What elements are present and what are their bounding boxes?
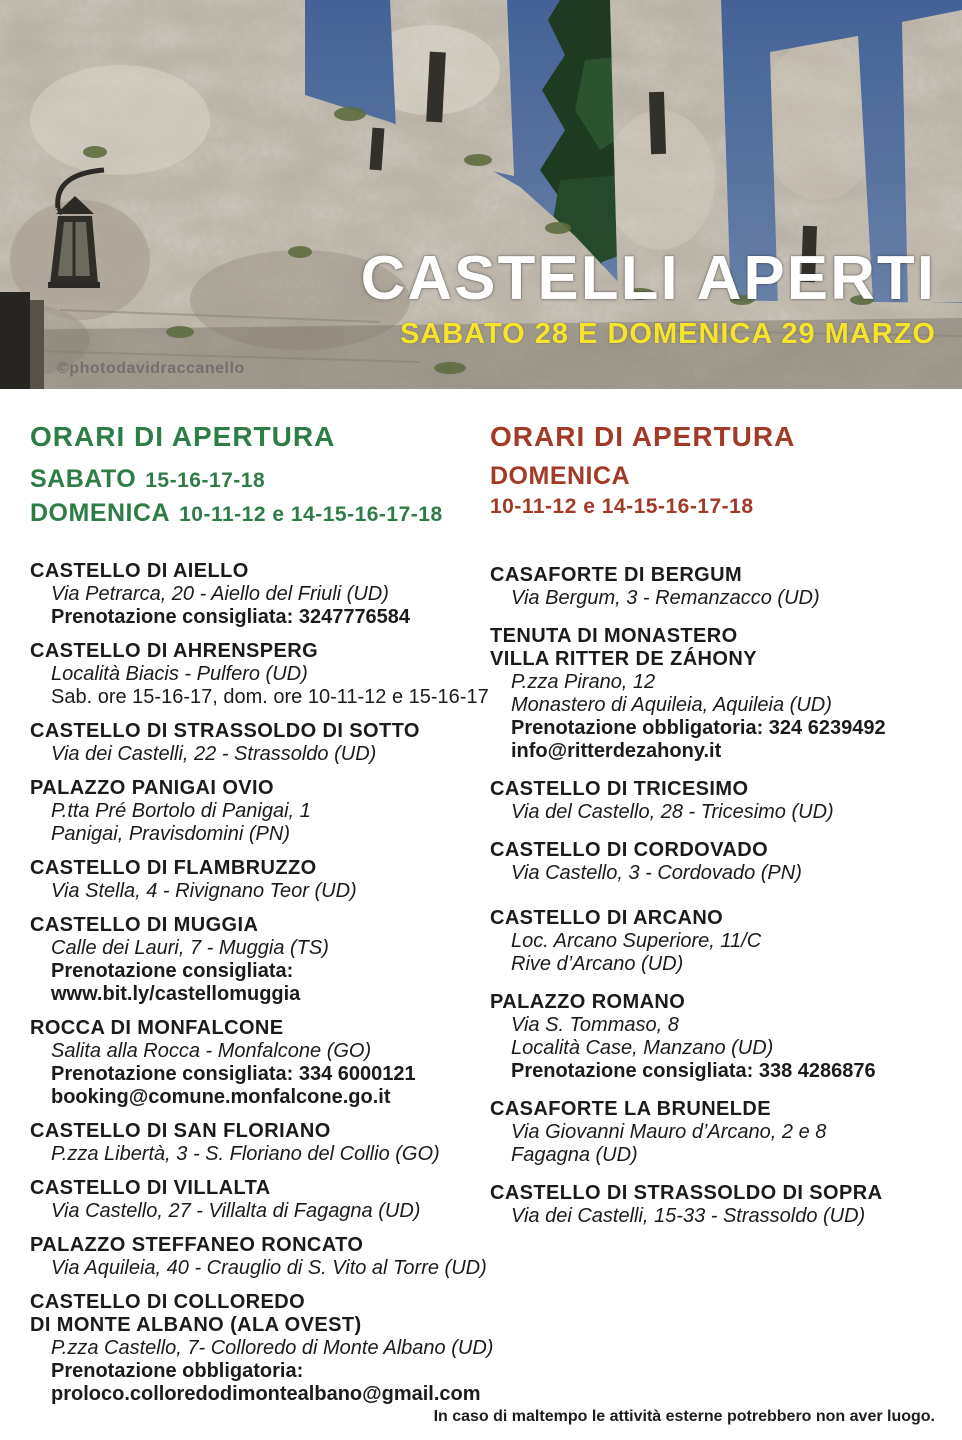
photo-credit: ©photodavidraccanello (57, 360, 245, 377)
castle-detail-line: Prenotazione obbligatoria: 324 6239492 (511, 717, 886, 739)
castle-entry (30, 857, 475, 903)
schedule-row-saturday (30, 464, 475, 498)
castle-name: CASTELLO DI COLLOREDO (30, 1291, 306, 1313)
castle-photo (0, 0, 962, 389)
castle-detail-line: Via Aquileia, 40 - Crauglio di S. Vito al Torre (UD) (51, 1257, 487, 1279)
castle-entry (30, 1177, 475, 1223)
castle-name: ROCCA DI MONFALCONE (30, 1017, 284, 1039)
castle-detail-line: Località Biacis - Pulfero (UD) (51, 663, 308, 685)
castle-entry (490, 1182, 940, 1228)
doorway (0, 292, 30, 389)
castle-name: CASAFORTE LA BRUNELDE (490, 1098, 771, 1120)
castle-entry (30, 914, 475, 1006)
castle-entry (30, 1234, 487, 1280)
poster-title: CASTELLI APERTI (360, 244, 936, 313)
castle-detail-line: P.zza Libertà, 3 - S. Floriano del Collio (GO) (51, 1143, 440, 1165)
castle-entry (490, 907, 940, 976)
schedule-left (30, 464, 475, 532)
castle-entry (30, 720, 475, 766)
castle-detail-line: Prenotazione consigliata: 3247776584 (51, 606, 411, 628)
castle-entry (30, 560, 475, 629)
castle-entry (30, 640, 489, 709)
castle-name: CASTELLO DI AIELLO (30, 560, 249, 582)
opening-hours-heading-right: ORARI DI APERTURA (490, 421, 796, 452)
castle-name: CASTELLO DI MUGGIA (30, 914, 259, 936)
castle-detail-line: info@ritterdezahony.it (511, 740, 722, 762)
castle-name: CASTELLO DI STRASSOLDO DI SOPRA (490, 1182, 883, 1204)
saturday-sunday-column (30, 421, 494, 1417)
castle-name: VILLA RITTER DE ZÁHONY (490, 648, 757, 670)
castle-name: CASAFORTE DI BERGUM (490, 564, 743, 586)
castle-name: PALAZZO PANIGAI OVIO (30, 777, 274, 799)
schedule-day: DOMENICA (490, 462, 631, 490)
castle-name: CASTELLO DI VILLALTA (30, 1177, 271, 1199)
castle-entry (30, 1120, 475, 1166)
bad-weather-note: In caso di maltempo le attività esterne potrebbero non aver luogo. (433, 1408, 935, 1425)
castle-detail-line: Via dei Castelli, 22 - Strassoldo (UD) (51, 743, 377, 765)
castle-detail-line: P.zza Pirano, 12 (511, 671, 656, 693)
schedule-day: DOMENICA (30, 499, 171, 527)
castle-detail-line: Prenotazione consigliata: (51, 960, 294, 982)
castle-entry (30, 1291, 494, 1406)
castle-name: TENUTA DI MONASTERO (490, 625, 738, 647)
castle-detail-line: Rive d’Arcano (UD) (511, 953, 684, 975)
castle-detail-line: proloco.colloredodimontealbano@gmail.com (51, 1383, 481, 1405)
schedule-hours: 15-16-17-18 (145, 469, 266, 492)
castle-detail-line: www.bit.ly/castellomuggia (51, 983, 301, 1005)
castle-name: CASTELLO DI AHRENSPERG (30, 640, 319, 662)
castle-name: CASTELLO DI TRICESIMO (490, 778, 749, 800)
castle-name: PALAZZO ROMANO (490, 991, 686, 1013)
castle-entry (490, 564, 940, 610)
castle-detail-line: Sab. ore 15-16-17, dom. ore 10-11-12 e 15-16-17 (51, 686, 489, 708)
castle-name: CASTELLO DI STRASSOLDO DI SOTTO (30, 720, 420, 742)
castle-entry (490, 778, 940, 824)
schedule-hours: 10-11-12 e 14-15-16-17-18 (179, 503, 443, 526)
castle-detail-line: P.zza Castello, 7- Colloredo di Monte Albano (UD) (51, 1337, 494, 1359)
castle-detail-line: Salita alla Rocca - Monfalcone (GO) (51, 1040, 372, 1062)
castle-detail-line: Loc. Arcano Superiore, 11/C (511, 930, 762, 952)
castle-detail-line: Prenotazione obbligatoria: (51, 1360, 304, 1382)
schedule-hours: 10-11-12 e 14-15-16-17-18 (490, 495, 754, 518)
castle-entry (30, 777, 475, 846)
castle-entry (490, 625, 940, 763)
castle-detail-line: Via Castello, 3 - Cordovado (PN) (511, 862, 802, 884)
castle-detail-line: Via Bergum, 3 - Remanzacco (UD) (511, 587, 820, 609)
castle-detail-line: Prenotazione consigliata: 334 6000121 (51, 1063, 416, 1085)
castle-name: CASTELLO DI CORDOVADO (490, 839, 769, 861)
castle-name: DI MONTE ALBANO (ALA OVEST) (30, 1314, 362, 1336)
castle-detail-line: Fagagna (UD) (511, 1144, 638, 1166)
schedule-row-sunday (30, 498, 475, 532)
castle-entry (490, 991, 940, 1083)
schedule-right (490, 462, 940, 522)
castle-detail-line: Località Case, Manzano (UD) (511, 1037, 774, 1059)
castle-detail-line: Via Stella, 4 - Rivignano Teor (UD) (51, 880, 357, 902)
castle-detail-line: Via S. Tommaso, 8 (511, 1014, 679, 1036)
castle-detail-line: Via dei Castelli, 15-33 - Strassoldo (UD) (511, 1205, 866, 1227)
castle-detail-line: Panigai, Pravisdomini (PN) (51, 823, 290, 845)
castle-detail-line: Monastero di Aquileia, Aquileia (UD) (511, 694, 832, 716)
castle-name: CASTELLO DI SAN FLORIANO (30, 1120, 331, 1142)
sunday-column (490, 422, 940, 1243)
schedule-row-hours (490, 494, 940, 522)
venue-list-right (490, 564, 940, 1228)
schedule-row-day (490, 462, 940, 494)
venue-list-left (30, 560, 494, 1406)
castle-name: CASTELLO DI ARCANO (490, 907, 724, 929)
poster-subtitle: SABATO 28 E DOMENICA 29 MARZO (399, 318, 936, 350)
castle-detail-line: P.tta Pré Bortolo di Panigai, 1 (51, 800, 311, 822)
castle-detail-line: Prenotazione consigliata: 338 4286876 (511, 1060, 876, 1082)
castle-detail-line: Via del Castello, 28 - Tricesimo (UD) (511, 801, 834, 823)
castle-name: PALAZZO STEFFANEO RONCATO (30, 1234, 364, 1256)
castle-name: CASTELLO DI FLAMBRUZZO (30, 857, 317, 879)
castle-entry (490, 1098, 940, 1167)
castle-entry (490, 839, 940, 885)
castle-entry (30, 1017, 475, 1109)
castle-detail-line: Via Giovanni Mauro d’Arcano, 2 e 8 (511, 1121, 827, 1143)
castle-detail-line: booking@comune.monfalcone.go.it (51, 1086, 391, 1108)
castle-detail-line: Calle dei Lauri, 7 - Muggia (TS) (51, 937, 329, 959)
castle-detail-line: Via Castello, 27 - Villalta di Fagagna (UD) (51, 1200, 421, 1222)
opening-hours-heading-left: ORARI DI APERTURA (30, 421, 336, 452)
castle-detail-line: Via Petrarca, 20 - Aiello del Friuli (UD) (51, 583, 389, 605)
schedule-day: SABATO (30, 465, 137, 493)
